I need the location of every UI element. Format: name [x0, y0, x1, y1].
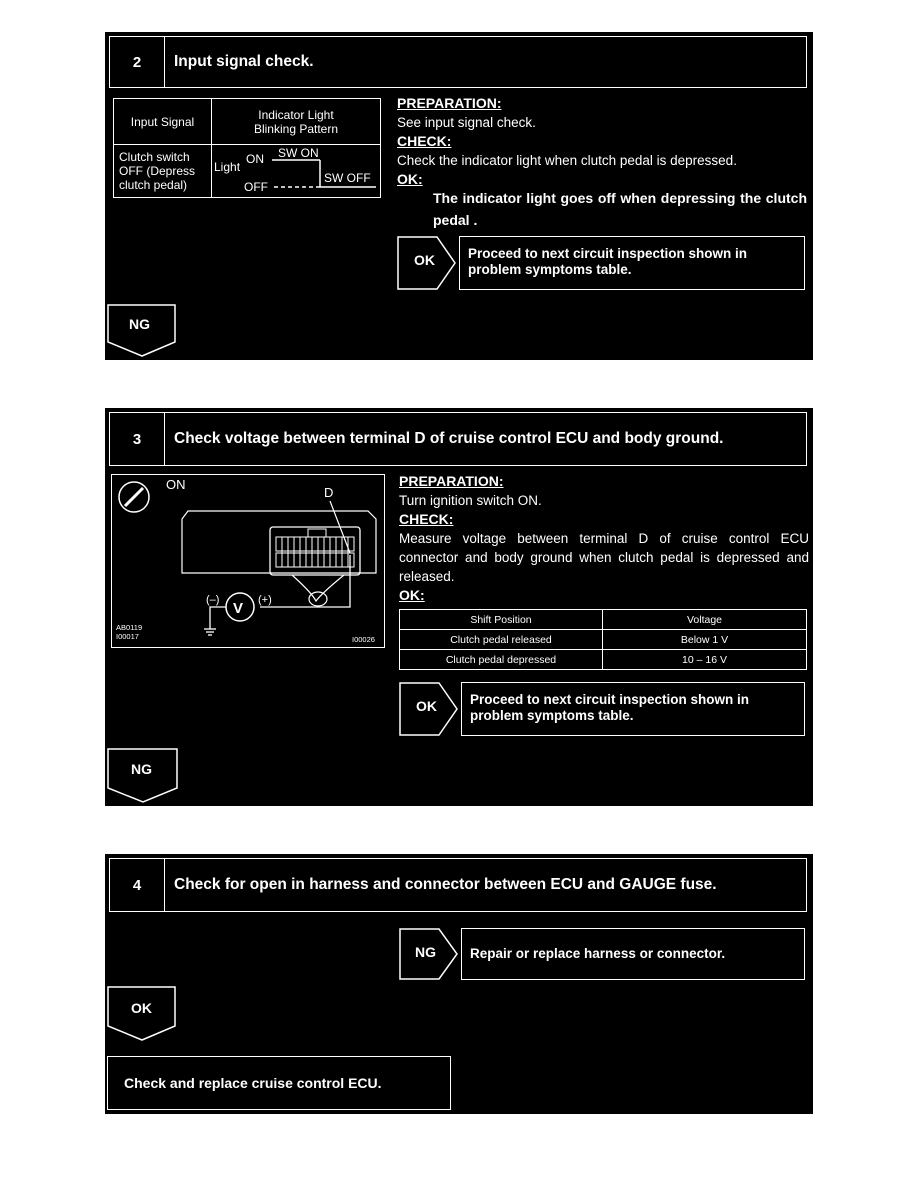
- minus-label: (–): [206, 594, 220, 606]
- plus-label: (+): [258, 594, 272, 606]
- table-cell: Clutch pedal depressed: [400, 650, 603, 670]
- clutch-line3: clutch pedal): [119, 178, 188, 192]
- ecu-diagram: [111, 474, 385, 648]
- step-2-instructions: [397, 94, 807, 231]
- table-row: [400, 650, 807, 670]
- terminal-d-label: D: [324, 485, 334, 500]
- table-header-input-signal: Input Signal: [114, 99, 212, 145]
- probe-wire-negative: [210, 607, 226, 629]
- check-text: Check the indicator light when clutch pedal is depressed.: [397, 153, 737, 168]
- voltage-table: [399, 609, 807, 670]
- ng-tag-label: NG: [415, 944, 436, 960]
- step-title: Check for open in harness and connector between ECU and GAUGE fuse.: [174, 876, 717, 893]
- ignition-key-icon: [119, 482, 149, 512]
- clutch-line1: Clutch switch: [119, 150, 190, 164]
- voltage-table-header-voltage: Voltage: [603, 610, 807, 630]
- step-number: 2: [110, 37, 165, 87]
- ok-label: OK:: [399, 587, 425, 603]
- figure-code-2: I00017: [116, 632, 139, 641]
- ok-action-text: Proceed to next circuit inspection shown in problem symptoms table.: [470, 692, 750, 723]
- table-cell: Below 1 V: [603, 630, 807, 650]
- sw-on-label: SW ON: [278, 146, 319, 160]
- table-row: [400, 630, 807, 650]
- preparation-label: PREPARATION:: [399, 473, 504, 489]
- preparation-label: PREPARATION:: [397, 95, 502, 111]
- step-4-header: [109, 858, 807, 912]
- ng-tag: [107, 304, 177, 358]
- table-cell: Clutch pedal released: [400, 630, 603, 650]
- step-number: 3: [110, 413, 165, 465]
- table-cell: 10 – 16 V: [603, 650, 807, 670]
- step-2-panel: [105, 32, 813, 360]
- preparation-text: See input signal check.: [397, 115, 536, 130]
- clutch-line2: OFF (Depress: [119, 164, 196, 178]
- ground-icon: [204, 629, 216, 635]
- ecu-connector-icon: [270, 527, 360, 575]
- ng-tag-label: NG: [129, 316, 150, 332]
- wire-harness: [292, 575, 344, 601]
- ng-action-text: Repair or replace harness or connector.: [470, 946, 726, 961]
- ecu-voltage-diagram: [112, 475, 384, 647]
- table-header-indicator: [212, 99, 381, 145]
- ok-tag-label: OK: [131, 1000, 152, 1016]
- ng-tag: [399, 928, 459, 980]
- step-3-panel: [105, 408, 813, 806]
- off-label: OFF: [244, 180, 268, 194]
- final-action-text: Check and replace cruise control ECU.: [124, 1075, 382, 1091]
- step-2-header: [109, 36, 807, 88]
- blinking-pattern-cell: [212, 145, 381, 198]
- check-text: Measure voltage between terminal D of cruise control ECU connector and body ground when clutch pedal is depressed and released.: [399, 531, 809, 584]
- ok-action-box: [461, 682, 805, 736]
- blinking-pattern-diagram: [212, 145, 378, 197]
- ok-criteria-text: The indicator light goes off when depressing the clutch pedal .: [433, 190, 807, 228]
- ng-tag: [107, 748, 179, 804]
- input-signal-table: [113, 98, 381, 198]
- step-number: 4: [110, 859, 165, 911]
- ok-tag: [399, 682, 459, 736]
- ok-tag: [107, 986, 177, 1042]
- ok-tag-label: OK: [414, 252, 435, 268]
- check-label: CHECK:: [399, 511, 454, 527]
- indicator-header-line2: Blinking Pattern: [253, 121, 339, 136]
- voltage-table-header-shift: Shift Position: [400, 610, 603, 630]
- ecu-body: [182, 511, 376, 573]
- check-label: CHECK:: [397, 133, 452, 149]
- step-title: Check voltage between terminal D of cruise control ECU and body ground.: [174, 430, 724, 447]
- step-3-instructions: [399, 472, 809, 605]
- ng-action-box: [461, 928, 805, 980]
- ok-label: OK:: [397, 171, 423, 187]
- sw-off-label: SW OFF: [324, 171, 371, 185]
- step-4-panel: [105, 854, 813, 1114]
- ok-action-box: [459, 236, 805, 290]
- ok-tag-label: OK: [416, 698, 437, 714]
- preparation-text: Turn ignition switch ON.: [399, 493, 542, 508]
- on-label: ON: [246, 152, 264, 166]
- figure-code-1: AB0119: [116, 623, 143, 632]
- ok-tag: [397, 236, 457, 290]
- light-label: Light: [214, 160, 241, 174]
- step-3-header: [109, 412, 807, 466]
- on-label: ON: [166, 477, 186, 492]
- ok-action-text: Proceed to next circuit inspection shown in problem symptoms table.: [468, 246, 748, 277]
- final-action-box: [107, 1056, 451, 1110]
- ng-tag-label: NG: [131, 761, 152, 777]
- voltmeter-symbol: V: [233, 600, 244, 617]
- indicator-header-line1: Indicator Light: [258, 107, 334, 122]
- figure-code-3: I00026: [352, 635, 375, 644]
- step-title: Input signal check.: [174, 53, 314, 70]
- table-cell-clutch-switch: [114, 145, 212, 198]
